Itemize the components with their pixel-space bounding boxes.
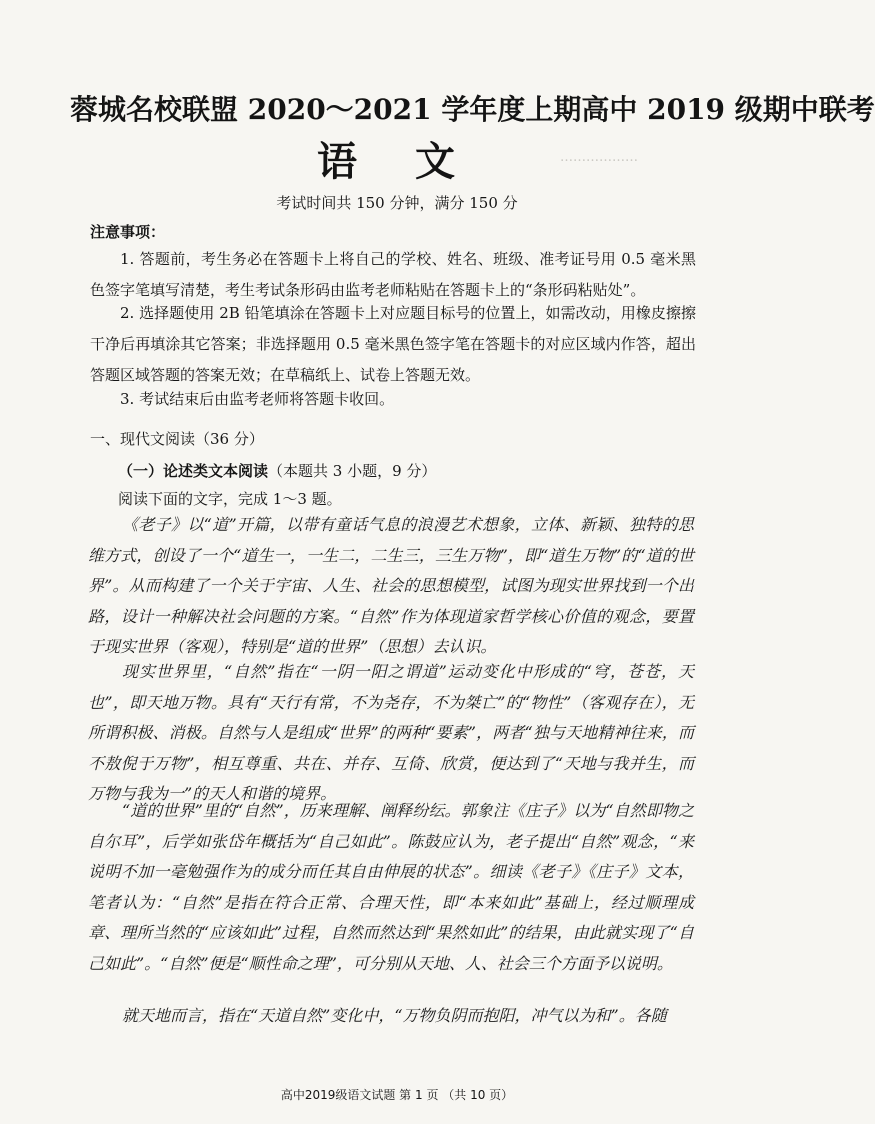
note-item-2: 2. 选择题使用 2B 铅笔填涂在答题卡上对应题目标号的位置上，如需改动，用橡皮擦擦干净后再填涂其它答案；非选择题用 0.5 毫米黑色签字笔在答题卡的对应区域内作答，超出答题区域答题的答案无效；在草稿纸上、试卷上答题无效。 bbox=[90, 304, 696, 384]
note-item-1: 1. 答题前，考生务必在答题卡上将自己的学校、姓名、班级、准考证号用 0.5 毫米黑色签字笔填写清楚，考生考试条形码由监考老师粘贴在答题卡上的“条形码粘贴处”。 bbox=[90, 250, 696, 299]
passage-paragraph-3: “道的世界”里的“自然”，历来理解、阐释纷纭。郭象注《庄子》以为“自然即物之自尔耳”，后学如张岱年概括为“自己如此”。陈鼓应认为，老子提出“自然”观念，“来说明不加一毫勉强作为的成分而任其自由伸展的状态”。细读《老子》《庄子》文本，笔者认为：“自然”是指在符合正常、合理天性，即“本来如此”基础上，经过顺理成章、理所当然的“应该如此”过程，自然而然达到“果然如此”的结果，由此就实现了“自己如此”。“自然”便是“顺性命之理”，可分别从天地、人、社会三个方面予以说明。 bbox=[88, 801, 694, 973]
instruction: 阅读下面的文字，完成 1～3 题。 bbox=[118, 490, 342, 508]
notes-title: 注意事项： bbox=[90, 223, 166, 241]
exam-title: 蓉城名校联盟 2020～2021 学年度上期高中 2019 级期中联考 bbox=[70, 93, 875, 126]
page-footer: 高中2019级语文试题 第 1 页 （共 10 页） bbox=[280, 1088, 514, 1102]
passage-paragraph-1: 《老子》以“道”开篇，以带有童话气息的浪漫艺术想象，立体、新颖、独特的思维方式，创设了一个“道生一，一生二，二生三，三生万物”，即“道生万物”的“道的世界”。从而构建了一个关于宇宙、人生、社会的思想模型，试图为现实世界找到一个出路，设计一种解决社会问题的方案。“自然”作为体现道家哲学核心价值的观念，要置于现实世界（客观），特别是“道的世界”（思想）去认识。 bbox=[88, 515, 694, 656]
sub-heading-info: （本题共 3 小题，9 分） bbox=[268, 462, 437, 480]
time-info: 考试时间共 150 分钟，满分 150 分 bbox=[276, 194, 518, 212]
passage-paragraph-2: 现实世界里，“自然”指在“一阴一阳之谓道”运动变化中形成的“穹，苍苍，天也”，即天地万物。具有“天行有常，不为尧存，不为桀亡”的“物性”（客观存在），无所谓积极、消极。自然与人是组成“世界”的两种“要素”，两者“独与天地精神往来，而不敖倪于万物”，相互尊重、共在、并存、互倚、欣赏，便达到了“天地与我并生，而万物与我为一”的天人和谐的境界。 bbox=[88, 662, 694, 803]
sub-heading bbox=[118, 460, 436, 481]
note-item-3: 3. 考试结束后由监考老师将答题卡收回。 bbox=[120, 390, 395, 408]
section-heading: 一、现代文阅读（36 分） bbox=[90, 430, 264, 448]
subject-title: 语 文 bbox=[317, 138, 477, 185]
sub-heading-label: （一）论述类文本阅读 bbox=[118, 462, 269, 480]
bleed-through-text: ……………… bbox=[560, 150, 638, 165]
passage-paragraph-4: 就天地而言，指在“天道自然”变化中，“万物负阴而抱阳，冲气以为和”。各随 bbox=[122, 1006, 667, 1025]
